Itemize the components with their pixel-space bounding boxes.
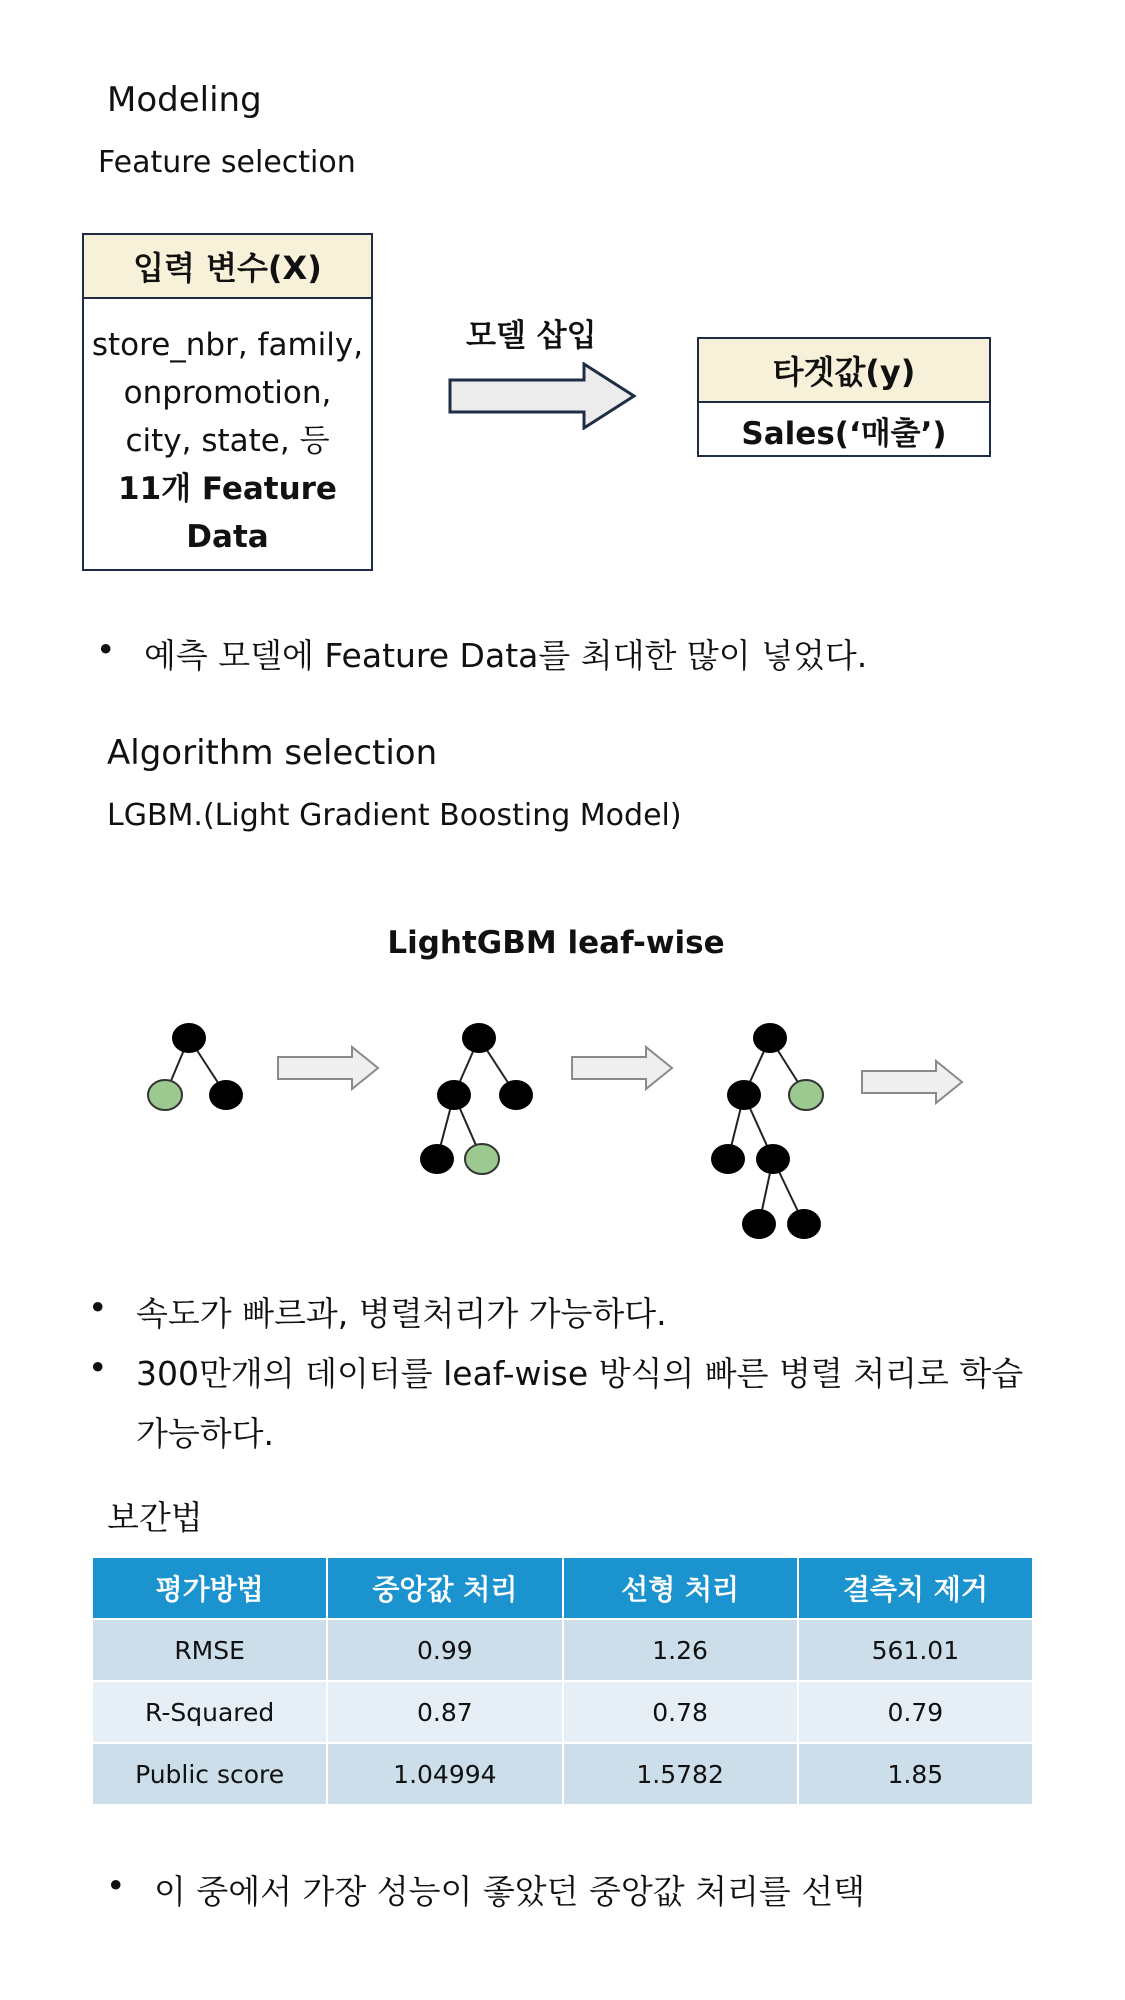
target-value: Sales(‘매출’) xyxy=(741,415,947,452)
target-box xyxy=(697,337,991,457)
diagram-title: LightGBM leaf-wise xyxy=(387,925,725,961)
section-title-interpolation: 보간법 xyxy=(107,1498,203,1537)
feature-line: onpromotion, xyxy=(123,375,332,411)
input-variables-box xyxy=(82,233,373,571)
table-cell: 1.26 xyxy=(563,1619,798,1681)
bullet-text: 속도가 빠르과, 병렬처리가 가능하다. xyxy=(136,1294,667,1333)
step-arrow-icon xyxy=(572,1047,672,1089)
table-row xyxy=(92,1743,1033,1805)
section-subtitle-lgbm: LGBM.(Light Gradient Boosting Model) xyxy=(107,798,682,833)
table-header-cell: 평가방법 xyxy=(92,1557,327,1619)
table-header-cell: 결측치 제거 xyxy=(798,1557,1033,1619)
bullet-dot: • xyxy=(88,1348,108,1387)
step-arrow-icon xyxy=(862,1061,962,1103)
tree-leaf-new xyxy=(148,1080,182,1110)
table-header-row xyxy=(92,1557,1033,1619)
table-cell: 561.01 xyxy=(798,1619,1033,1681)
table-cell: 1.85 xyxy=(798,1743,1033,1805)
evaluation-table xyxy=(91,1556,1034,1806)
bullet-dot: • xyxy=(106,1866,126,1905)
table-cell: RMSE xyxy=(92,1619,327,1681)
tree-node xyxy=(787,1209,821,1239)
bullet-text: 300만개의 데이터를 leaf-wise 방식의 빠른 병렬 처리로 학습 xyxy=(136,1354,1024,1393)
table-row xyxy=(92,1681,1033,1743)
arrow-label: 모델 삽입 xyxy=(466,318,597,354)
step-arrow-icon xyxy=(278,1047,378,1089)
table-cell: 0.99 xyxy=(327,1619,562,1681)
tree-node xyxy=(711,1144,745,1174)
right-arrow-icon xyxy=(448,362,638,430)
table-cell: 0.79 xyxy=(798,1681,1033,1743)
table-cell: 0.87 xyxy=(327,1681,562,1743)
feature-line: city, state, 등 xyxy=(125,423,330,459)
tree-node xyxy=(172,1023,206,1053)
table-cell: Public score xyxy=(92,1743,327,1805)
bullet-text: 예측 모델에 Feature Data를 최대한 많이 넣었다. xyxy=(144,636,868,675)
leaf-wise-diagram xyxy=(130,1010,980,1250)
section-subtitle-feature-selection: Feature selection xyxy=(98,145,356,180)
tree-leaf-new xyxy=(465,1144,499,1174)
table-row xyxy=(92,1619,1033,1681)
tree-node xyxy=(756,1144,790,1174)
table-cell: R-Squared xyxy=(92,1681,327,1743)
tree-node xyxy=(727,1080,761,1110)
table-cell: 1.04994 xyxy=(327,1743,562,1805)
input-variables-header: 입력 변수(X) xyxy=(84,235,371,299)
table-header-cell: 선형 처리 xyxy=(563,1557,798,1619)
tree-node xyxy=(742,1209,776,1239)
section-title-modeling: Modeling xyxy=(107,80,262,120)
bullet-text-continued: 가능하다. xyxy=(136,1414,275,1453)
bullet-dot: • xyxy=(96,630,116,669)
tree-node xyxy=(437,1080,471,1110)
tree-node xyxy=(209,1080,243,1110)
tree-node xyxy=(462,1023,496,1053)
tree-node xyxy=(753,1023,787,1053)
table-cell: 0.78 xyxy=(563,1681,798,1743)
feature-count-line: 11개 Feature xyxy=(118,471,337,507)
tree-node xyxy=(420,1144,454,1174)
bullet-dot: • xyxy=(88,1288,108,1327)
table-cell: 1.5782 xyxy=(563,1743,798,1805)
bullet-text: 이 중에서 가장 성능이 좋았던 중앙값 처리를 선택 xyxy=(154,1872,865,1911)
table-header-cell: 중앙값 처리 xyxy=(327,1557,562,1619)
feature-count-line: Data xyxy=(186,519,269,555)
section-title-algorithm: Algorithm selection xyxy=(107,733,438,773)
tree-leaf-new xyxy=(789,1080,823,1110)
tree-node xyxy=(499,1080,533,1110)
input-variables-body xyxy=(84,299,371,561)
target-header: 타겟값(y) xyxy=(699,339,989,403)
feature-line: store_nbr, family, xyxy=(91,327,364,363)
